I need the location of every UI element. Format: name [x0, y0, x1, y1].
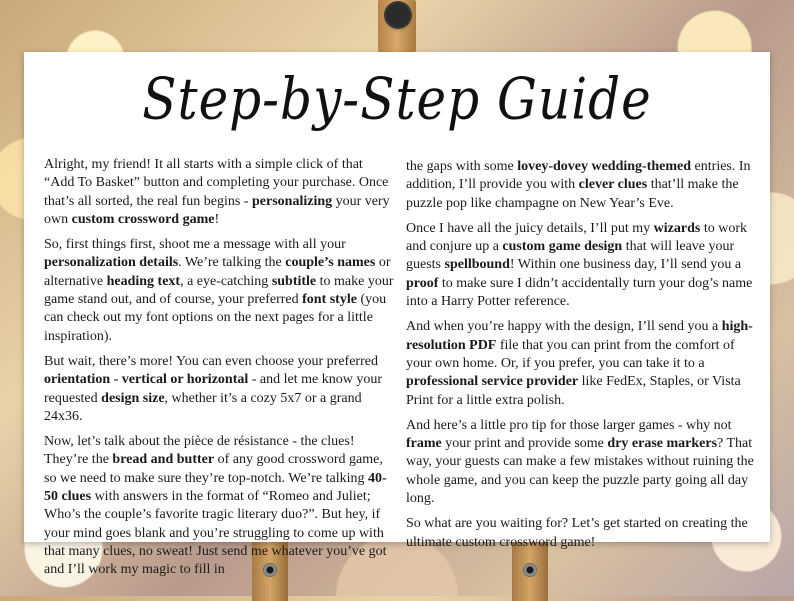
- body-text: or alternative: [44, 255, 391, 289]
- body-text: to make sure I didn’t accidentally turn your dog’s name into a Harry Potter reference.: [406, 275, 753, 310]
- body-text: to work and conjure up a: [406, 220, 747, 255]
- body-text: , whether it’s a cozy 5x7 or a grand 24x36.: [44, 390, 362, 424]
- bold-text: couple’s names: [285, 255, 376, 271]
- body-text: Once I have all the juicy details, I’ll put my: [406, 220, 654, 236]
- body-text: And here’s a little pro tip for those larger games - why not: [406, 417, 732, 433]
- body-text: So what are you waiting for? Let’s get started on creating the ultimate custom crossword game!: [406, 516, 748, 550]
- body-text: !: [214, 211, 220, 227]
- bold-text: frame: [406, 436, 442, 452]
- body-text: your print and provide some: [441, 436, 608, 452]
- body-text: your very own: [44, 193, 390, 227]
- paragraph: [44, 236, 394, 346]
- bold-text: font style: [302, 292, 357, 308]
- bolt-icon: [523, 563, 537, 577]
- paragraph: [406, 515, 756, 552]
- bold-text: lovey-dovey wedding-themed: [517, 159, 692, 174]
- paragraph: [44, 156, 394, 229]
- bold-text: proof: [406, 275, 439, 291]
- guide-board: [24, 52, 770, 578]
- body-text: Alright, my friend! It all starts with a simple click of that “Add To Basket” button and completing your purchase. Once that’s all sorted, the real fun begins -: [44, 157, 389, 209]
- paragraph: [44, 433, 394, 579]
- bold-text: clever clues: [578, 177, 648, 193]
- body-text: entries. In addition, I’ll provide you with: [406, 159, 751, 193]
- easel-knob: [386, 3, 410, 27]
- body-text: of any good crossword game, so we need to make sure they’re top-notch. We’re talking: [44, 452, 383, 486]
- body-text: And when you’re happy with the design, I’ll send you a: [406, 319, 722, 335]
- bold-text: 40-50 clues: [44, 470, 387, 505]
- paragraph: [406, 318, 756, 409]
- body-text: - and let me know your requested: [44, 372, 383, 406]
- bold-text: personalizing: [252, 193, 333, 209]
- bold-text: design size: [101, 390, 165, 406]
- body-text: that’ll make the puzzle pop like champagne on New Year’s Eve.: [406, 177, 739, 211]
- left-column: [44, 156, 394, 587]
- bold-text: high-resolution PDF: [406, 319, 753, 353]
- bold-text: personalization details: [44, 255, 179, 271]
- paragraph: [406, 220, 756, 311]
- body-text: ! Within one business day, I’ll send you a: [509, 257, 742, 273]
- body-text: But wait, there’s more! You can even choose your preferred: [44, 353, 378, 369]
- bold-text: spellbound: [444, 257, 510, 273]
- body-text: . We’re talking the: [178, 255, 286, 271]
- bold-text: subtitle: [271, 273, 317, 289]
- body-text: like FedEx, Staples, or Vista Print for a little extra polish.: [406, 374, 741, 408]
- bold-text: custom game design: [502, 239, 623, 255]
- body-text: file that you can print from the comfort of your own home. Or, if you prefer, you can take it to a: [406, 337, 735, 371]
- right-column: [406, 158, 756, 559]
- paragraph: [44, 353, 394, 426]
- page-title: Step-by-Step Guide: [142, 65, 652, 133]
- body-text: with answers in the format of “Romeo and Juliet; Who’s the couple’s favorite tragic literary duo?”. But hey, if your mind goes blank and you’re struggling to come up with that many clues, no sweat! Just send me whatever you’ve got and I’ll work my magic to fill in: [44, 489, 387, 578]
- body-text: ? That way, your guests can make a few mistakes without ruining the whole game, and you can keep the puzzle party going all day long.: [406, 436, 754, 507]
- bold-text: bread and butter: [112, 452, 215, 468]
- bold-text: heading text: [106, 273, 181, 289]
- body-text: , a eye-catching: [180, 273, 272, 289]
- bold-text: professional service provider: [406, 374, 579, 390]
- bold-text: dry erase markers: [607, 436, 718, 452]
- body-text: to make your game stand out, and of course, your preferred: [44, 273, 394, 308]
- paragraph: [406, 417, 756, 508]
- bold-text: custom crossword game: [71, 211, 215, 227]
- body-text: the gaps with some: [406, 159, 518, 174]
- bold-text: orientation - vertical or horizontal: [44, 372, 249, 388]
- bold-text: wizards: [653, 220, 701, 236]
- body-text: that will leave your guests: [406, 239, 735, 273]
- paragraph: [406, 158, 756, 213]
- body-text: (you can check out my font options on the next pages for a little inspiration).: [44, 292, 387, 344]
- body-text: So, first things first, shoot me a message with all your: [44, 237, 346, 253]
- body-text: Now, let’s talk about the pièce de résistance - the clues! They’re the: [44, 434, 355, 468]
